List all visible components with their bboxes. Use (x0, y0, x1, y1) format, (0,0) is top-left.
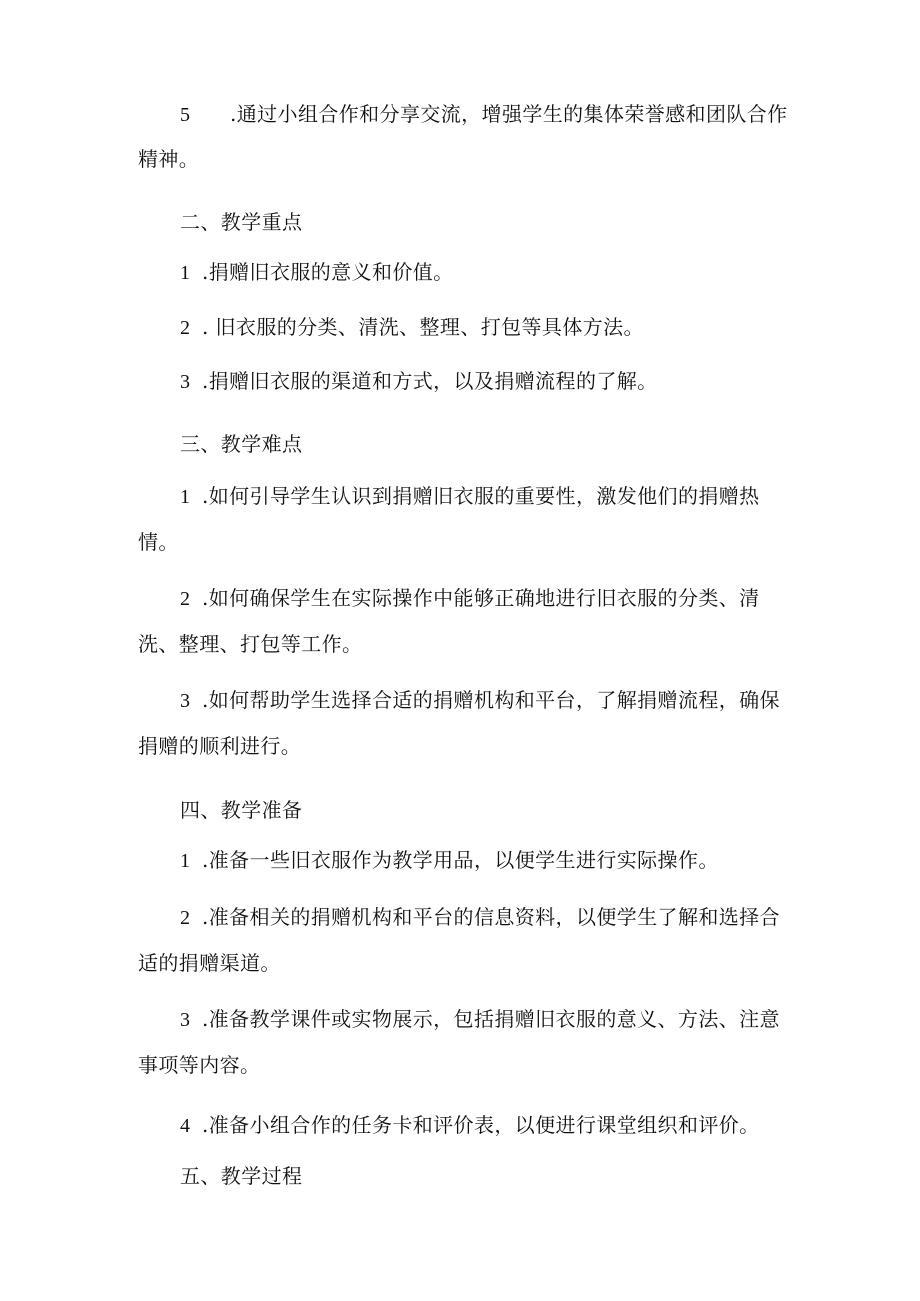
item-number: 2 (180, 317, 191, 339)
item-number: 1 (180, 262, 191, 284)
section-heading: 三、教学难点 (180, 432, 303, 456)
list-item-line1 (180, 904, 780, 931)
item-number: 4 (180, 1115, 191, 1137)
list-item (180, 368, 658, 395)
item-text: .准备一些旧衣服作为教学用品，以便学生进行实际操作。 (202, 848, 719, 872)
item-text: .准备教学课件或实物展示，包括捐赠旧衣服的意义、方法、注意 (202, 1007, 780, 1031)
item-number: 3 (180, 690, 191, 712)
item-number: 3 (180, 1009, 191, 1031)
section-heading: 二、教学重点 (180, 210, 303, 234)
item-number: 3 (180, 371, 191, 393)
item-text: .如何引导学生认识到捐赠旧衣服的重要性，激发他们的捐赠热 (202, 484, 760, 508)
list-item-line1 (180, 1006, 780, 1033)
list-item-line2: 情。 (138, 530, 179, 554)
list-item (180, 259, 454, 286)
list-item (180, 847, 719, 874)
item-number: 2 (180, 588, 191, 610)
list-item-line1 (180, 585, 760, 612)
list-item-line2: 适的捐赠渠道。 (138, 951, 281, 975)
objective-5-line1 (180, 101, 788, 128)
item-text: .捐赠旧衣服的渠道和方式，以及捐赠流程的了解。 (202, 369, 658, 393)
section-heading: 五、教学过程 (180, 1164, 303, 1188)
item-text: .准备小组合作的任务卡和评价表，以便进行课堂组织和评价。 (202, 1113, 760, 1137)
item-text: .准备相关的捐赠机构和平台的信息资料，以便学生了解和选择合 (202, 905, 780, 929)
item-number: 5 (180, 104, 191, 126)
item-text: .通过小组合作和分享交流，增强学生的集体荣誉感和团队合作 (230, 102, 788, 126)
objective-5-line2: 精神。 (138, 147, 200, 171)
item-number: 2 (180, 907, 191, 929)
list-item-line2: 事项等内容。 (138, 1053, 261, 1077)
list-item-line2: 捐赠的顺利进行。 (138, 734, 302, 758)
item-number: 1 (180, 486, 191, 508)
item-text: .捐赠旧衣服的意义和价值。 (202, 260, 454, 284)
item-text: . 旧衣服的分类、清洗、整理、打包等具体方法。 (202, 315, 644, 339)
list-item-line1 (180, 483, 760, 510)
list-item (180, 1112, 760, 1139)
item-number: 1 (180, 850, 191, 872)
item-text: .如何帮助学生选择合适的捐赠机构和平台，了解捐赠流程，确保 (202, 688, 780, 712)
list-item-line2: 洗、整理、打包等工作。 (138, 632, 363, 656)
list-item (180, 314, 644, 341)
section-heading: 四、教学准备 (180, 798, 303, 822)
list-item-line1 (180, 687, 780, 714)
item-text: .如何确保学生在实际操作中能够正确地进行旧衣服的分类、清 (202, 586, 760, 610)
